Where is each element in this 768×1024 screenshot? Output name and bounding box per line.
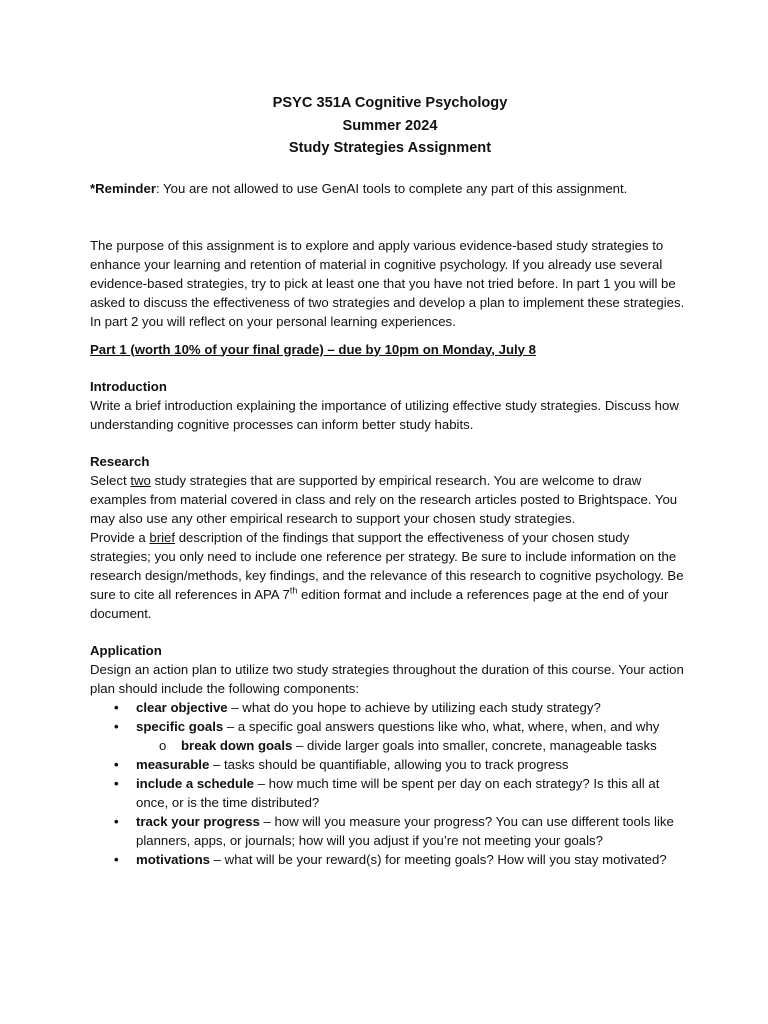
research-p1-pre: Select xyxy=(90,472,131,488)
bullet-icon: • xyxy=(114,718,119,734)
term-title: Summer 2024 xyxy=(342,117,438,134)
sub-list-item-term: break down goals xyxy=(181,737,293,753)
research-p1-post: study strategies that are supported by empirical research. You are welcome to draw examples from material covered in class and rely on the research articles posted to Brightspace. You may also use any other empirical research to support your chosen study strategies. xyxy=(90,472,678,526)
research-p2-post: edition format and include a references page at the end of your document. xyxy=(90,586,669,621)
research-heading: Research xyxy=(90,453,150,469)
bullet-icon: • xyxy=(114,699,119,715)
reminder-text: : You are not allowed to use GenAI tools to complete any part of this assignment. xyxy=(155,180,628,196)
bullet-icon: • xyxy=(114,756,119,772)
purpose-paragraph: The purpose of this assignment is to explore and apply various evidence-based study strategies to enhance your learning and retention of material in cognitive psychology. If you already use several evidence-based strategies, try to pick at least one that you have not tried before. In part 1 you will be asked to discuss the effectiveness of two strategies and develop a plan to implement these strategies. In part 2 you will reflect on your personal learning experiences. xyxy=(90,237,685,329)
list-item xyxy=(90,698,690,717)
introduction-section xyxy=(90,377,690,434)
application-section xyxy=(90,641,690,869)
circle-bullet-icon: o xyxy=(159,737,167,753)
sub-list-item-text: – divide larger goals into smaller, concrete, manageable tasks xyxy=(292,737,657,753)
reminder-label: *Reminder xyxy=(90,180,156,196)
list-item-term: include a schedule xyxy=(136,775,254,791)
list-item-term: measurable xyxy=(136,756,210,772)
list-item-text: – how much time will be spent per day on each strategy? Is this all at once, or is the time distributed? xyxy=(136,775,660,810)
introduction-text: Write a brief introduction explaining the importance of utilizing effective study strategies. Discuss how understanding cognitive processes can inform better study habits. xyxy=(90,397,679,432)
sub-list xyxy=(136,736,690,755)
introduction-heading: Introduction xyxy=(90,378,167,394)
list-item xyxy=(90,717,690,755)
research-p1-underline: two xyxy=(130,472,151,488)
application-intro: Design an action plan to utilize two study strategies throughout the duration of this course. Your action plan should include the following components: xyxy=(90,661,684,696)
list-item-term: clear objective xyxy=(136,699,228,715)
bullet-icon: • xyxy=(114,775,119,791)
list-item-text: – what will be your reward(s) for meeting goals? How will you stay motivated? xyxy=(210,851,667,867)
list-item-text: – what do you hope to achieve by utilizing each study strategy? xyxy=(227,699,601,715)
list-item-text: – tasks should be quantifiable, allowing you to track progress xyxy=(209,756,569,772)
list-item xyxy=(90,774,690,812)
research-p2-underline: brief xyxy=(149,529,176,545)
application-list xyxy=(90,698,690,869)
assignment-title: Study Strategies Assignment xyxy=(288,140,492,156)
list-item-text: – a specific goal answers questions like who, what, where, when, and why xyxy=(223,718,660,734)
list-item xyxy=(90,812,690,850)
research-p2-pre: Provide a xyxy=(90,529,150,545)
reminder-paragraph xyxy=(90,179,690,198)
list-item xyxy=(90,755,690,774)
document-page xyxy=(90,92,690,887)
bullet-icon: • xyxy=(114,851,119,867)
research-p2-mid: description of the findings that support the effectiveness of your chosen study strategies; you only need to include one reference per strategy. Be sure to include information on the research design/methods, key findings, and the relevance of this research to cognitive psychology. Be sure to cite all references in APA 7 xyxy=(90,529,684,602)
list-item-term: specific goals xyxy=(136,718,224,734)
list-item-term: motivations xyxy=(136,851,211,867)
research-p2-superscript: th xyxy=(289,585,298,596)
research-paragraph-2 xyxy=(90,528,690,623)
sub-list-item xyxy=(136,736,690,755)
application-heading: Application xyxy=(90,642,162,658)
course-title: PSYC 351A Cognitive Psychology xyxy=(272,95,508,111)
list-item xyxy=(90,850,690,869)
bullet-icon: • xyxy=(114,813,119,829)
list-item-text: – how will you measure your progress? You can use different tools like planners, apps, or journals; how will you adjust if you’re not meeting your goals? xyxy=(136,813,674,848)
document-title xyxy=(90,92,690,160)
list-item-term: track your progress xyxy=(136,813,260,829)
research-paragraph-1 xyxy=(90,471,690,528)
research-section xyxy=(90,452,690,623)
part1-heading: Part 1 (worth 10% of your final grade) – due by 10pm on Monday, July 8 xyxy=(90,341,537,357)
